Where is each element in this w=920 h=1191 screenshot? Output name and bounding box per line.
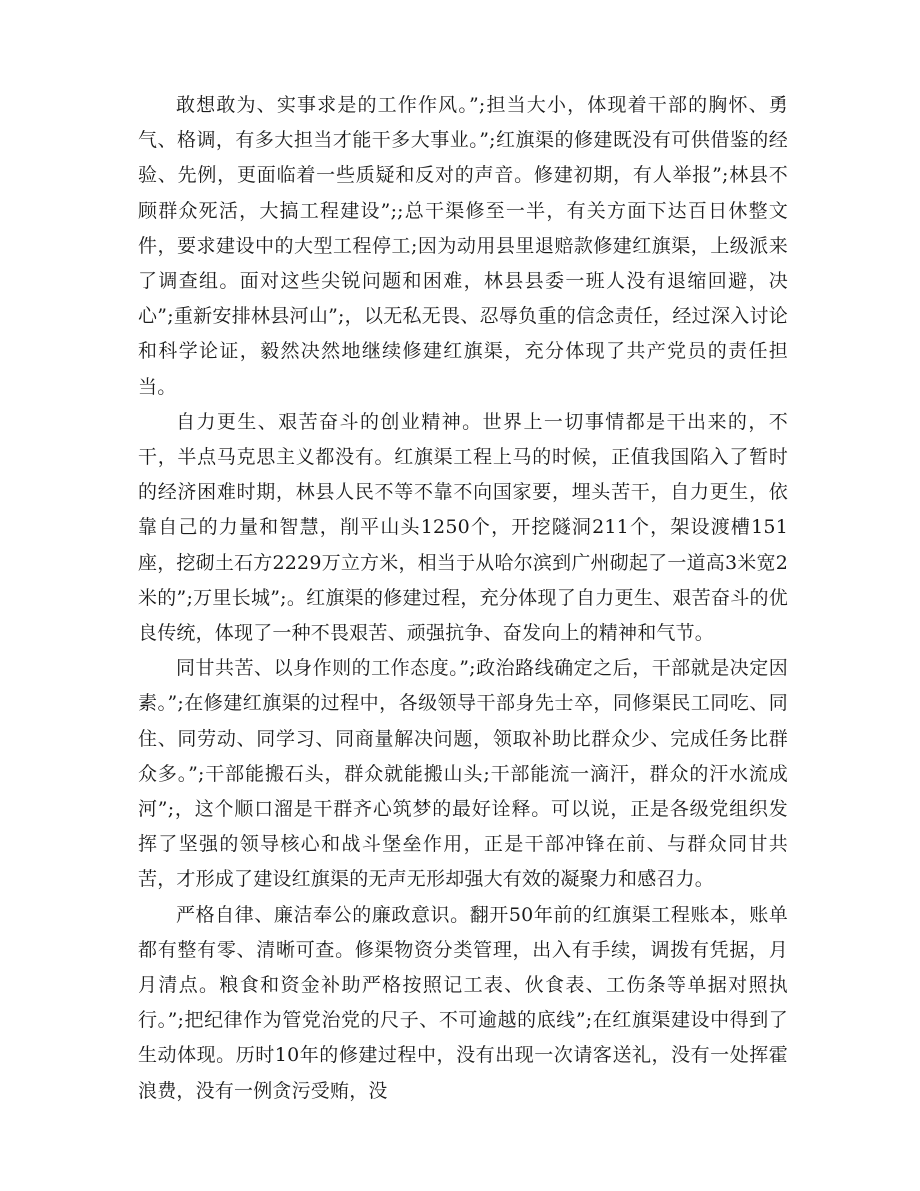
paragraph-integrity: 严格自律、廉洁奉公的廉政意识。翻开50年前的红旗渠工程账本，账单都有整有零、清晰可查。修渠物资分类管理，出入有手续，调拨有凭据，月月清点。粮食和资金补助严格按照记工表、伙食表、工伤条等单据对照执行。”;把纪律作为管党治党的尺子、不可逾越的底线”;在红旗渠建设中得到了生动体现。历时10年的修建过程中，没有出现一次请客送礼，没有一处挥霍浪费，没有一例贪污受贿，没: [138, 903, 788, 1102]
paragraph-responsibility: 敢想敢为、实事求是的工作作风。”;担当大小，体现着干部的胸怀、勇气、格调，有多大担当才能干多大事业。”;红旗渠的修建既没有可供借鉴的经验、先例，更面临着一些质疑和反对的声音。修建初期，有人举报”;林县不顾群众死活，大搞工程建设”;;总干渠修至一半，有关方面下达百日休整文件，要求建设中的大型工程停工;因为动用县里退赔款修建红旗渠，上级派来了调查组。面对这些尖锐问题和困难，林县县委一班人没有退缩回避，决心”;重新安排林县河山”;，以无私无畏、忍辱负重的信念责任，经过深入讨论和科学论证，毅然决然地继续修建红旗渠，充分体现了共产党员的责任担当。: [138, 94, 788, 398]
paragraph-shared-hardship: 同甘共苦、以身作则的工作态度。”;政治路线确定之后，干部就是决定因素。”;在修建红旗渠的过程中，各级领导干部身先士卒，同修渠民工同吃、同住、同劳动、同学习、同商量解决问题，领取补助比群众少、完成任务比群众多。”;干部能搬石头，群众就能搬山头;干部能流一滴汗，群众的汗水流成河”;，这个顺口溜是干群齐心筑梦的最好诠释。可以说，正是各级党组织发挥了坚强的领导核心和战斗堡垒作用，正是干部冲锋在前、与群众同甘共苦，才形成了建设红旗渠的无声无形却强大有效的凝聚力和感召力。: [138, 657, 788, 891]
paragraph-self-reliance: 自力更生、艰苦奋斗的创业精神。世界上一切事情都是干出来的，不干，半点马克思主义都没有。红旗渠工程上马的时候，正值我国陷入了暂时的经济困难时期，林县人民不等不靠不向国家要，埋头苦干，自力更生，依靠自己的力量和智慧，削平山头1250个，开挖隧洞211个，架设渡槽151座，挖砌土石方2229万立方米，相当于从哈尔滨到广州砌起了一道高3米宽2米的”;万里长城”;。红旗渠的修建过程，充分体现了自力更生、艰苦奋斗的优良传统，体现了一种不畏艰苦、顽强抗争、奋发向上的精神和气节。: [138, 410, 788, 645]
document-body: [138, 88, 788, 1109]
